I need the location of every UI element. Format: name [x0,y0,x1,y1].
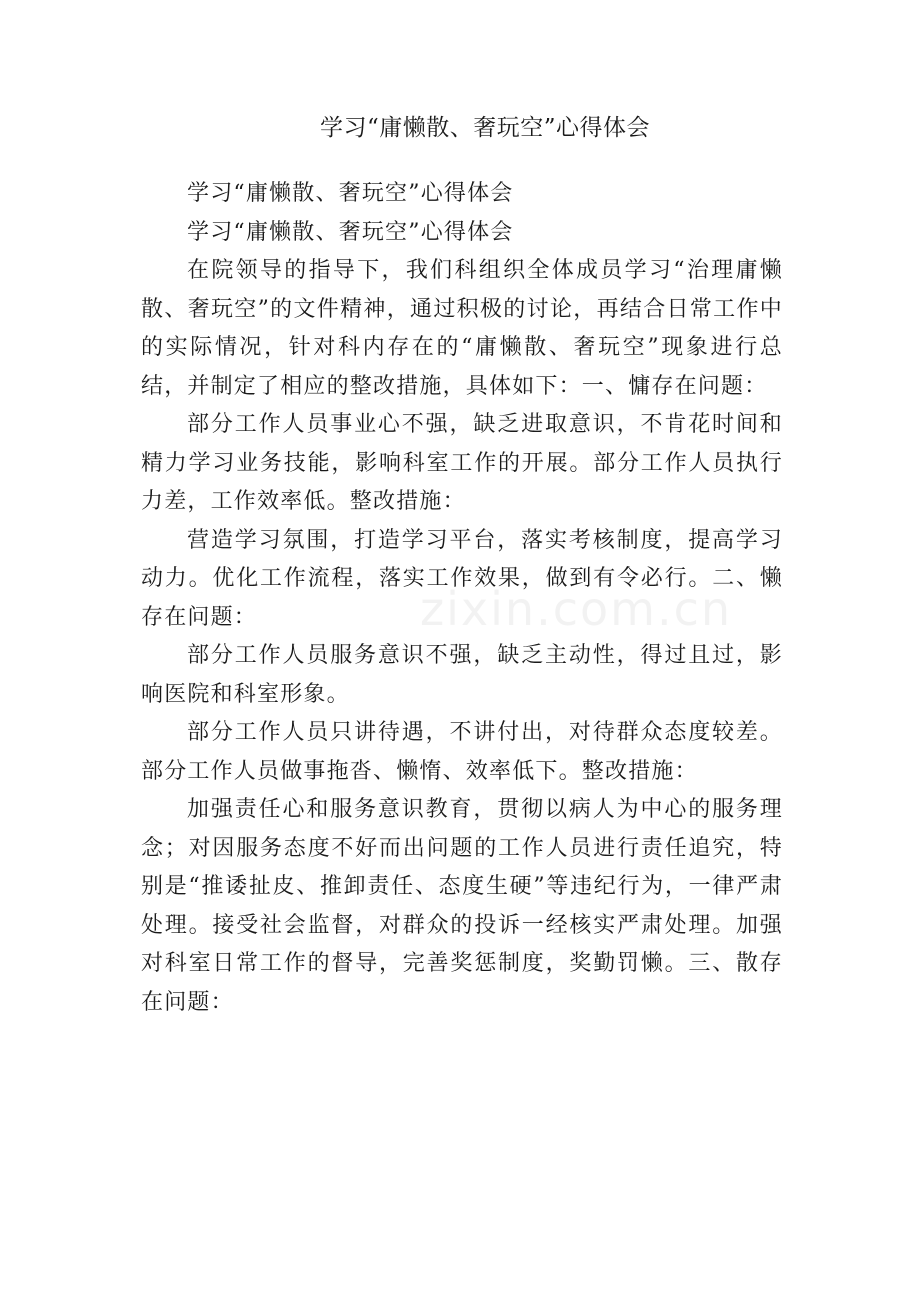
watermark: zixin.com.cn [420,582,733,636]
paragraph-intro: 在院领导的指导下，我们科组织全体成员学习“治理庸懒散、奢玩空”的文件精神，通过积极的讨论，再结合日常工作中的实际情况，针对科内存在的“庸懒散、奢玩空”现象进行总结，并制定了相应的整改措施，具体如下：一、慵存在问题： [141,258,783,399]
paragraph-measure-1: 营造学习氛围，打造学习平台，落实考核制度，提高学习动力。优化工作流程，落实工作效果，做到有令必行。二、懒存在问题： [141,527,783,630]
document-body [141,175,783,1022]
paragraph-subtitle-2: 学习“庸懒散、奢玩空”心得体会 [187,219,514,245]
document-title: 学习“庸懒散、奢玩空”心得体会 [319,115,651,141]
paragraph-measure-2: 加强责任心和服务意识教育，贯彻以病人为中心的服务理念；对因服务态度不好而出问题的工作人员进行责任追究，特别是“推诿扯皮、推卸责任、态度生硬”等违纪行为，一律严肃处理。接受社会监督，对群众的投诉一经核实严肃处理。加强对科室日常工作的督导，完善奖惩制度，奖勤罚懒。三、散存在问题： [141,797,783,1015]
paragraph-problem-1: 部分工作人员事业心不强，缺乏进取意识，不肯花时间和精力学习业务技能，影响科室工作的开展。部分工作人员执行力差，工作效率低。整改措施： [141,412,783,514]
paragraph-problem-2a: 部分工作人员服务意识不强，缺乏主动性，得过且过，影响医院和科室形象。 [141,643,783,707]
paragraph-problem-2b: 部分工作人员只讲待遇，不讲付出，对待群众态度较差。部分工作人员做事拖沓、懒惰、效率低下。整改措施： [141,720,783,784]
paragraph-subtitle-1: 学习“庸懒散、奢玩空”心得体会 [187,181,514,206]
